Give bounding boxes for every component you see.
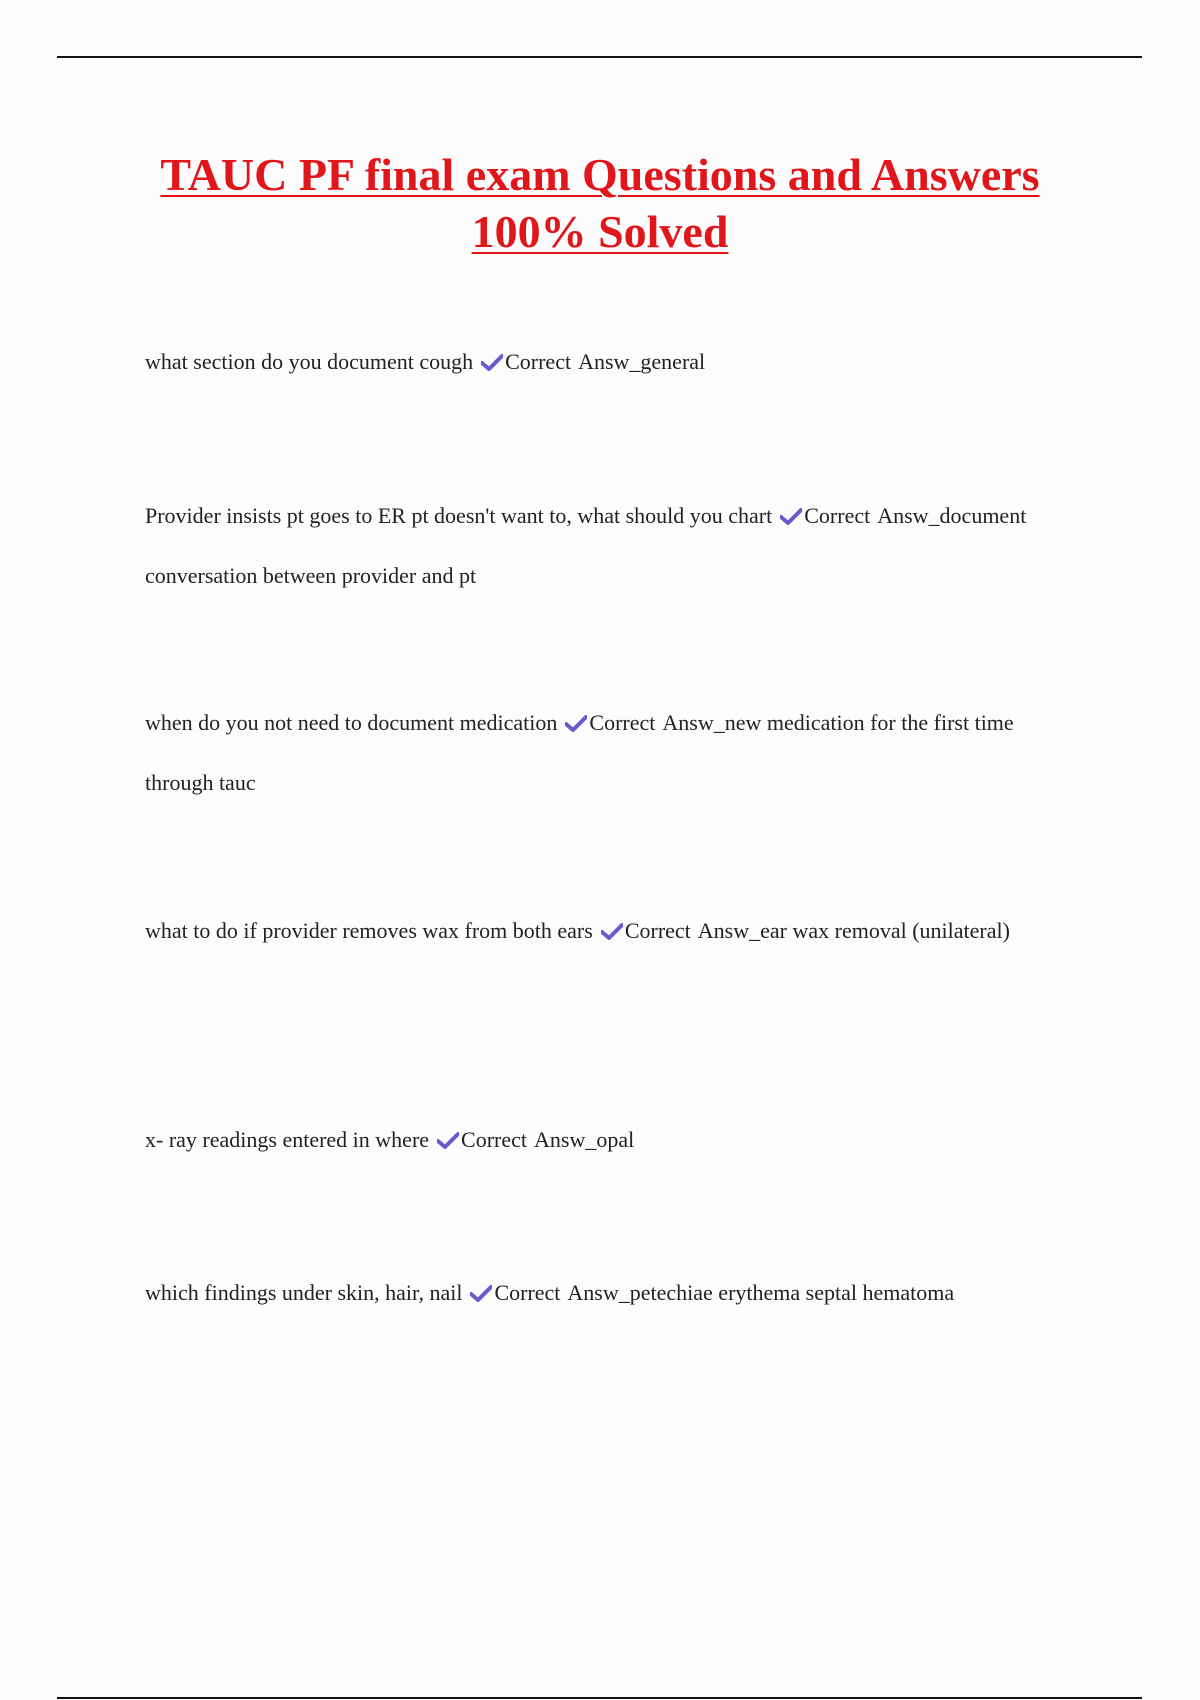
answer-text: Answ_petechiae erythema septal hematoma [567,1280,955,1305]
question-text: what section do you document cough [145,349,474,374]
question-text: Provider insists pt goes to ER pt doesn't want to, what should you chart [145,503,773,528]
answer-label: Correct [461,1127,528,1152]
qa-item-2 [145,486,1085,606]
answer-label: Correct [494,1280,561,1305]
answer-text: Answ_document conversation between provider and pt [145,503,1027,588]
qa-item-1 [145,332,1085,392]
qa-item-3 [145,693,1085,813]
qa-item-6 [145,1263,1085,1323]
check-icon [437,1132,459,1149]
title-line-2: 100% Solved [471,206,729,257]
bottom-rule [57,1697,1142,1699]
qa-item-4 [145,901,1085,961]
answer-text: Answ_general [578,349,706,374]
check-icon [565,715,587,732]
top-rule [57,56,1142,58]
question-text: when do you not need to document medication [145,710,558,735]
question-text: x- ray readings entered in where [145,1127,430,1152]
check-icon [780,508,802,525]
check-icon [481,354,503,371]
answer-label: Correct [505,349,572,374]
check-icon [601,923,623,940]
answer-label: Correct [589,710,656,735]
answer-text: Answ_new medication for the first time through tauc [145,710,1014,795]
document-title [100,146,1100,260]
answer-label: Correct [624,918,691,943]
question-text: what to do if provider removes wax from both ears [145,918,593,943]
question-text: which findings under skin, hair, nail [145,1280,463,1305]
title-line-1: TAUC PF final exam Questions and Answers [160,149,1040,200]
answer-text: Answ_ear wax removal (unilateral) [697,918,1010,943]
qa-item-5 [145,1110,1085,1170]
answer-label: Correct [804,503,871,528]
check-icon [470,1285,492,1302]
answer-text: Answ_opal [534,1127,635,1152]
